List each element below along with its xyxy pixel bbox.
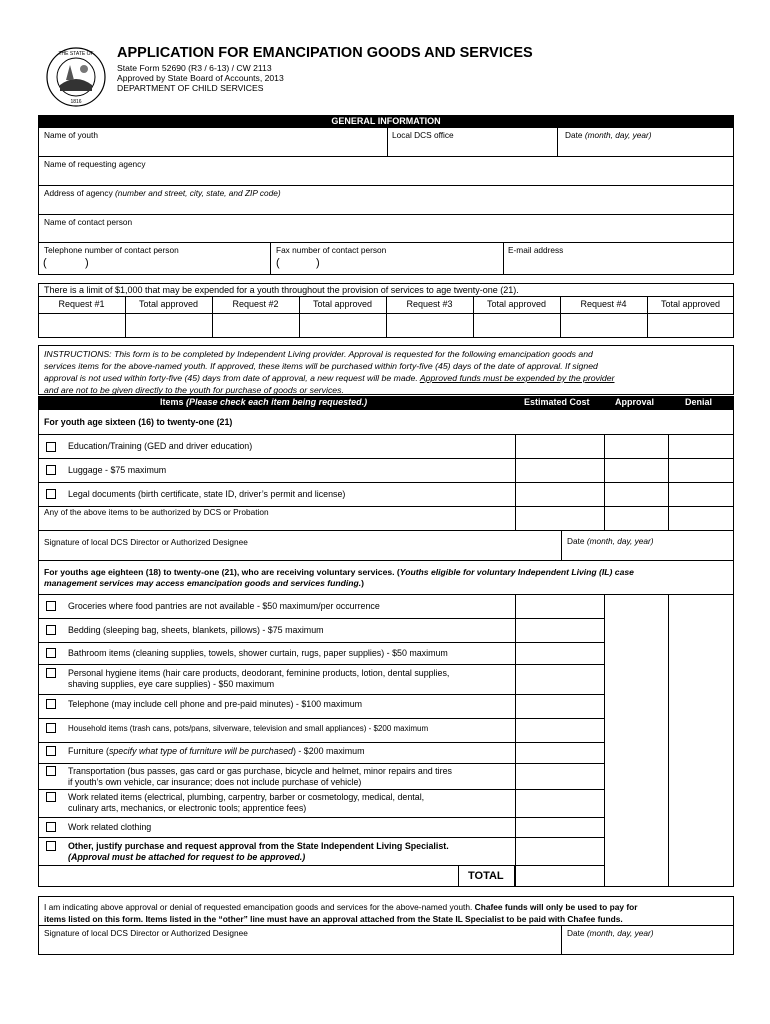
items-header-label: Items (Please check each item being requested.): [160, 397, 368, 407]
phone-area-close: ): [85, 257, 89, 269]
checkbox-education[interactable]: [46, 442, 56, 452]
instructions-text: INSTRUCTIONS: This form is to be completed by Independent Living provider. Approval is requested for the following emancipation goods and services items for the above-named youth. If approved, these items will be purchased within forty-five (45) days of the date of approval. If signed approval is not used within forty-five (45) days from date of approval, a new request will be made. Approved funds must be expended by the provider and are not to be given directly to the youth for purchase of goods or services.: [44, 349, 615, 395]
approval-note: Approved by State Board of Accounts, 2013: [117, 73, 284, 83]
email-field[interactable]: E-mail address: [508, 245, 564, 255]
footer-statement: I am indicating above approval or denial of requested emancipation goods and services for the above-named youth. Chafee funds will only be used to pay for items listed on this form. Items listed in the “other” line must have an approval attached from the State IL Specialist to be paid with Chafee funds.: [44, 902, 638, 924]
checkbox-household[interactable]: [46, 723, 56, 733]
form-title: APPLICATION FOR EMANCIPATION GOODS AND SERVICES: [117, 45, 533, 61]
checkbox-hygiene[interactable]: [46, 668, 56, 678]
footer-date-field[interactable]: Date (month, day, year): [567, 928, 654, 938]
request-amount-field[interactable]: [560, 313, 647, 338]
request-amount-field[interactable]: [125, 313, 212, 338]
item-groceries: Groceries where food pantries are not available - $50 maximum/per occurrence: [68, 601, 380, 611]
item-legal-documents: Legal documents (birth certificate, state ID, driver’s permit and license): [68, 489, 346, 499]
section1-title: For youth age sixteen (16) to twenty-one (21): [44, 417, 233, 427]
item-bathroom: Bathroom items (cleaning supplies, towels, shower curtain, rugs, paper supplies) - $50 maximum: [68, 648, 448, 658]
request-col-header: Total approved: [660, 299, 721, 309]
section1-signature-field[interactable]: Signature of local DCS Director or Authorized Designee: [44, 537, 248, 547]
request-col-header: Request #2: [232, 299, 279, 309]
item-education: Education/Training (GED and driver education): [68, 441, 253, 451]
agency-name-field[interactable]: Name of requesting agency: [44, 159, 146, 169]
contact-person-field[interactable]: Name of contact person: [44, 217, 133, 227]
checkbox-bedding[interactable]: [46, 625, 56, 635]
request-amount-field[interactable]: [212, 313, 299, 338]
request-col-header: Request #1: [58, 299, 105, 309]
fax-area-close: ): [316, 257, 320, 269]
request-col-header: Request #4: [580, 299, 627, 309]
request-col-header: Total approved: [486, 299, 547, 309]
phone-area-open: (: [43, 257, 47, 269]
fax-field[interactable]: Fax number of contact person: [276, 245, 387, 255]
request-amount-field[interactable]: [38, 313, 125, 338]
checkbox-telephone[interactable]: [46, 699, 56, 709]
telephone-field[interactable]: Telephone number of contact person: [44, 245, 179, 255]
approval-header: Approval: [615, 397, 655, 407]
item-household: Household items (trash cans, pots/pans, silverware, television and small appliances) - $200 maximum: [68, 724, 429, 733]
footer-signature-field[interactable]: Signature of local DCS Director or Authorized Designee: [44, 928, 248, 938]
item-bedding: Bedding (sleeping bag, sheets, blankets, pillows) - $75 maximum: [68, 625, 324, 635]
request-col-header: Total approved: [312, 299, 373, 309]
checkbox-bathroom[interactable]: [46, 648, 56, 658]
item-work-clothing: Work related clothing: [68, 822, 152, 832]
fax-area-open: (: [276, 257, 280, 269]
checkbox-luggage[interactable]: [46, 465, 56, 475]
checkbox-legal-documents[interactable]: [46, 489, 56, 499]
request-amount-field[interactable]: [386, 313, 473, 338]
checkbox-furniture[interactable]: [46, 746, 56, 756]
svg-text:1816: 1816: [70, 99, 82, 105]
request-amount-field[interactable]: [473, 313, 560, 338]
limit-note: There is a limit of $1,000 that may be expended for a youth throughout the provision of services to age twenty-one (21).: [44, 285, 519, 295]
svg-text:THE STATE OF: THE STATE OF: [58, 51, 94, 57]
item-work-items: Work related items (electrical, plumbing, carpentry, barber or cosmetology, medical, dental, culinary arts, mechanics, or electronic tools; apprentice fees): [68, 792, 425, 813]
total-label: TOTAL: [468, 870, 504, 882]
item-other: Other, justify purchase and request approval from the State Independent Living Specialist. (Approval must be attached for request to be approved.): [68, 841, 449, 862]
checkbox-work-items[interactable]: [46, 792, 56, 802]
estimated-cost-header: Estimated Cost: [524, 397, 590, 407]
youth-name-field[interactable]: Name of youth: [44, 130, 98, 140]
item-telephone: Telephone (may include cell phone and pre-paid minutes) - $100 maximum: [68, 699, 363, 709]
checkbox-other[interactable]: [46, 841, 56, 851]
request-amount-field[interactable]: [647, 313, 734, 338]
checkbox-work-clothing[interactable]: [46, 822, 56, 832]
section1-note: Any of the above items to be authorized by DCS or Probation: [44, 507, 269, 517]
item-luggage: Luggage - $75 maximum: [68, 465, 167, 475]
department-name: DEPARTMENT OF CHILD SERVICES: [117, 83, 264, 93]
checkbox-groceries[interactable]: [46, 601, 56, 611]
total-amount-field[interactable]: [515, 865, 605, 887]
request-col-header: Request #3: [406, 299, 453, 309]
section2-title: For youths age eighteen (18) to twenty-one (21), who are receiving voluntary services. (Youths eligible for voluntary Independent Living (IL) case management services may access emancipation goods and services funding.): [44, 567, 634, 588]
request-col-header: Total approved: [138, 299, 199, 309]
form-number: State Form 52690 (R3 / 6-13) / CW 2113: [117, 63, 272, 73]
request-amount-field[interactable]: [299, 313, 386, 338]
item-transportation: Transportation (bus passes, gas card or gas purchase, bicycle and helmet, minor repairs and tires if youth’s own vehicle, car insurance; does not include purchase of vehicle): [68, 766, 452, 787]
denial-header: Denial: [685, 397, 713, 407]
general-info-heading: GENERAL INFORMATION: [38, 115, 734, 127]
item-furniture: Furniture (specify what type of furniture will be purchased) - $200 maximum: [68, 746, 365, 756]
checkbox-transportation[interactable]: [46, 766, 56, 776]
section1-date-field[interactable]: Date (month, day, year): [567, 536, 654, 546]
agency-address-field[interactable]: Address of agency (number and street, city, state, and ZIP code): [44, 188, 281, 198]
item-hygiene: Personal hygiene items (hair care products, deodorant, feminine products, lotion, dental supplies, shaving supplies, eye care supplies) - $50 maximum: [68, 668, 450, 689]
date-field[interactable]: Date (month, day, year): [565, 130, 652, 140]
local-office-field[interactable]: Local DCS office: [392, 130, 454, 140]
state-seal-logo: [46, 47, 106, 107]
